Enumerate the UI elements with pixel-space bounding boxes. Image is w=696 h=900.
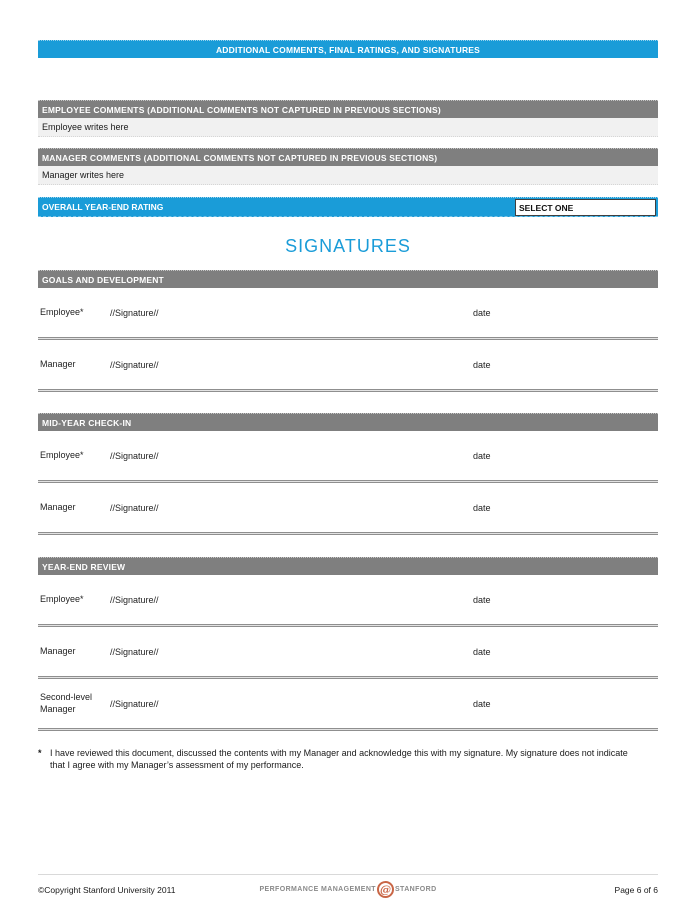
rating-select-dropdown[interactable]: SELECT ONE: [515, 199, 656, 216]
logo-text-right: STANFORD: [394, 886, 437, 893]
date-field[interactable]: date: [473, 502, 491, 513]
signature-field[interactable]: //Signature//: [110, 646, 159, 657]
signer-role-label: Manager: [40, 358, 76, 369]
logo-text-left: PERFORMANCE MANAGEMENT: [259, 886, 376, 893]
signature-row: [38, 483, 658, 532]
signer-role-label: Manager: [40, 645, 76, 656]
signature-row: [38, 431, 658, 480]
page-footer: [38, 874, 658, 898]
signature-footnote: [38, 747, 658, 771]
section-header-midyear: MID-YEAR CHECK-IN: [38, 413, 658, 431]
performance-management-logo: [259, 881, 436, 898]
signature-field[interactable]: //Signature//: [110, 502, 159, 513]
section-header-yearend: YEAR-END REVIEW: [38, 557, 658, 575]
signer-role-label: Employee*: [40, 449, 84, 460]
date-field[interactable]: date: [473, 646, 491, 657]
page-content: [38, 40, 658, 771]
signer-role-label: Employee*: [40, 306, 84, 317]
employee-comments-header: EMPLOYEE COMMENTS (ADDITIONAL COMMENTS NOT CAPTURED IN PREVIOUS SECTIONS): [38, 100, 658, 118]
section-header-goals: GOALS AND DEVELOPMENT: [38, 270, 658, 288]
signer-role-label: Employee*: [40, 593, 84, 604]
signer-role-label: Second-level Manager: [40, 691, 93, 714]
at-symbol-icon: @: [377, 881, 394, 898]
date-field[interactable]: date: [473, 698, 491, 709]
signature-row: [38, 575, 658, 624]
page-title-bar: ADDITIONAL COMMENTS, FINAL RATINGS, AND SIGNATURES: [38, 40, 658, 58]
signature-row: [38, 288, 658, 337]
footnote-text: I have reviewed this document, discussed the contents with my Manager and acknowledge this with my signature. My signature does not indicate that I agree with my Manager’s assessment of my performance.: [50, 748, 628, 771]
signature-field[interactable]: //Signature//: [110, 594, 159, 605]
signature-row: [38, 679, 658, 728]
manager-comments-header: MANAGER COMMENTS (ADDITIONAL COMMENTS NOT CAPTURED IN PREVIOUS SECTIONS): [38, 148, 658, 166]
signature-field[interactable]: //Signature//: [110, 450, 159, 461]
signature-row: [38, 340, 658, 389]
signature-row: [38, 627, 658, 676]
row-divider: [38, 532, 658, 535]
manager-comments-field[interactable]: Manager writes here: [38, 166, 658, 185]
row-divider: [38, 728, 658, 731]
overall-rating-bar: [38, 197, 658, 217]
date-field[interactable]: date: [473, 450, 491, 461]
employee-comments-field[interactable]: Employee writes here: [38, 118, 658, 137]
row-divider: [38, 389, 658, 392]
copyright-text: ©Copyright Stanford University 2011: [38, 884, 176, 895]
footnote-asterisk: *: [38, 748, 42, 758]
signature-field[interactable]: //Signature//: [110, 359, 159, 370]
date-field[interactable]: date: [473, 307, 491, 318]
signature-field[interactable]: //Signature//: [110, 307, 159, 318]
date-field[interactable]: date: [473, 359, 491, 370]
page-number: Page 6 of 6: [614, 884, 659, 895]
overall-rating-label: OVERALL YEAR-END RATING: [42, 202, 164, 212]
signature-field[interactable]: //Signature//: [110, 698, 159, 709]
signatures-heading: SIGNATURES: [285, 236, 411, 256]
date-field[interactable]: date: [473, 594, 491, 605]
signer-role-label: Manager: [40, 501, 76, 512]
